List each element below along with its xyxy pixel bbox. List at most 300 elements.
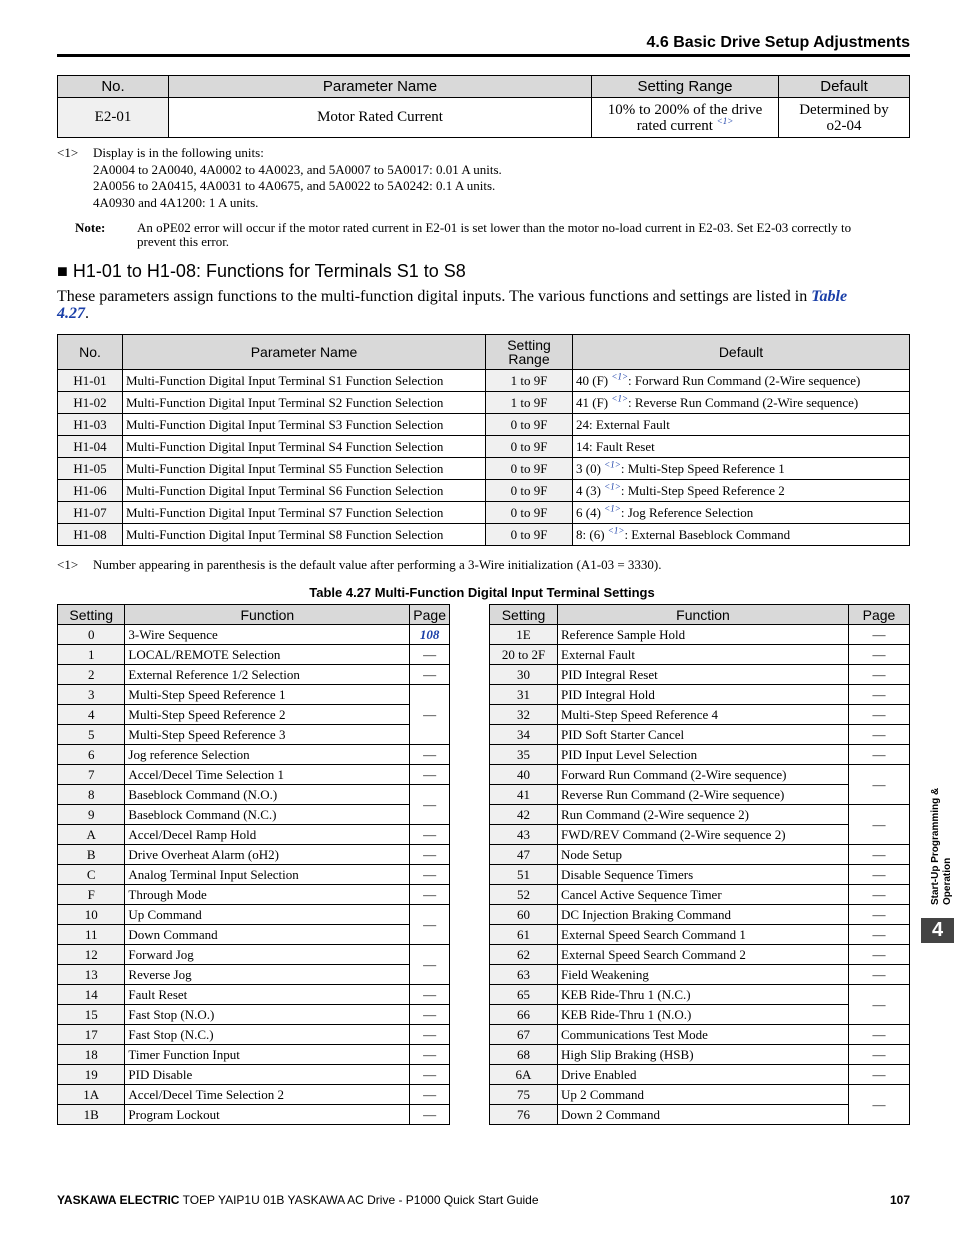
settings-row (58, 1065, 450, 1085)
settings-row (58, 925, 450, 945)
default-line2: o2-04 (826, 117, 862, 134)
settings-row (58, 705, 450, 725)
settings-row (58, 1025, 450, 1045)
param-no: H1-07 (58, 502, 123, 524)
page-ref: — (849, 945, 910, 965)
default-desc: : Forward Run Command (2-Wire sequence) (628, 372, 861, 388)
section-header: 4.6 Basic Drive Setup Adjustments (646, 34, 910, 51)
function-name: Drive Overheat Alarm (oH2) (125, 845, 410, 865)
setting-value: C (58, 865, 125, 885)
footnote-line: 4A0930 and 4A1200: 1 A units. (93, 195, 259, 210)
col-header-setting: Setting (58, 605, 125, 625)
h1-row (58, 524, 910, 546)
param-range: 1 to 9F (486, 370, 573, 392)
settings-row (490, 965, 910, 985)
page-ref: — (410, 685, 450, 745)
e2-parameter-table (57, 75, 910, 138)
side-label-line2: Operation (942, 857, 953, 905)
function-name: Analog Terminal Input Selection (125, 865, 410, 885)
setting-value: 34 (490, 725, 558, 745)
h1-row (58, 436, 910, 458)
function-name: PID Soft Starter Cancel (558, 725, 849, 745)
header-line1: Setting (507, 337, 551, 353)
setting-value: 20 to 2F (490, 645, 558, 665)
function-name: Fast Stop (N.O.) (125, 1005, 410, 1025)
settings-row (490, 765, 910, 785)
setting-value: 65 (490, 985, 558, 1005)
function-name: Multi-Step Speed Reference 2 (125, 705, 410, 725)
settings-row (58, 1105, 450, 1125)
param-default (573, 480, 910, 502)
page-ref: — (410, 1025, 450, 1045)
settings-row (490, 1025, 910, 1045)
setting-value: 63 (490, 965, 558, 985)
function-name: Reference Sample Hold (558, 625, 849, 645)
footnote-ref[interactable]: <1> (604, 503, 621, 514)
settings-row (490, 645, 910, 665)
setting-value: 40 (490, 765, 558, 785)
col-header-function: Function (125, 605, 410, 625)
note-text: prevent this error. (137, 234, 230, 249)
param-range: 0 to 9F (486, 502, 573, 524)
page-ref: — (849, 865, 910, 885)
function-name: 3-Wire Sequence (125, 625, 410, 645)
param-name: Multi-Function Digital Input Terminal S8 Function Selection (123, 524, 486, 546)
footnote-mark: <1> (57, 557, 79, 572)
h1-row (58, 480, 910, 502)
settings-row (58, 665, 450, 685)
default-desc: : Reverse Run Command (2-Wire sequence) (628, 394, 859, 410)
settings-row (58, 865, 450, 885)
settings-row (58, 1085, 450, 1105)
settings-row (490, 1005, 910, 1025)
range-line1: 10% to 200% of the drive (607, 101, 763, 118)
col-header-function: Function (558, 605, 849, 625)
param-no: H1-06 (58, 480, 123, 502)
settings-row (490, 705, 910, 725)
table-link[interactable]: Table (811, 288, 848, 305)
page-footer (57, 1193, 910, 1207)
settings-row (58, 905, 450, 925)
settings-row (58, 745, 450, 765)
param-range: 0 to 9F (486, 480, 573, 502)
settings-row (490, 785, 910, 805)
header-rule (57, 54, 910, 57)
setting-value: 6A (490, 1065, 558, 1085)
setting-value: 76 (490, 1105, 558, 1125)
settings-row (58, 1005, 450, 1025)
heading-text: H1-01 to H1-08: Functions for Terminals S1 to S8 (72, 261, 466, 281)
page-ref: — (849, 1025, 910, 1045)
function-name: Forward Run Command (2-Wire sequence) (558, 765, 849, 785)
page-ref: — (410, 905, 450, 945)
settings-row (58, 965, 450, 985)
settings-row (490, 925, 910, 945)
footnote-ref[interactable]: <1> (716, 115, 734, 126)
settings-row (490, 985, 910, 1005)
setting-value: 1E (490, 625, 558, 645)
settings-row (58, 945, 450, 965)
page-ref: — (849, 645, 910, 665)
col-header-page: Page (410, 605, 450, 625)
setting-value: 68 (490, 1045, 558, 1065)
default-value: 14: Fault Reset (576, 438, 655, 454)
settings-row (58, 785, 450, 805)
function-name: Cancel Active Sequence Timer (558, 885, 849, 905)
function-name: Multi-Step Speed Reference 1 (125, 685, 410, 705)
setting-value: 47 (490, 845, 558, 865)
function-name: PID Integral Reset (558, 665, 849, 685)
param-range: 1 to 9F (486, 392, 573, 414)
param-default (573, 370, 910, 392)
param-no: H1-01 (58, 370, 123, 392)
h1-row (58, 502, 910, 524)
h1-row (58, 414, 910, 436)
page-number: 107 (889, 1193, 910, 1207)
setting-value: 7 (58, 765, 125, 785)
param-default (573, 502, 910, 524)
setting-value: 11 (58, 925, 125, 945)
setting-value: 12 (58, 945, 125, 965)
default-value: 3 (0) (576, 460, 601, 476)
settings-row (490, 885, 910, 905)
page-ref: — (849, 625, 910, 645)
page-ref: — (849, 985, 910, 1025)
setting-value: 15 (58, 1005, 125, 1025)
col-header-no: No. (58, 76, 169, 98)
h1-row (58, 370, 910, 392)
function-name: Fast Stop (N.C.) (125, 1025, 410, 1045)
page-ref: — (410, 1065, 450, 1085)
function-name: Multi-Step Speed Reference 4 (558, 705, 849, 725)
function-name: Accel/Decel Ramp Hold (125, 825, 410, 845)
page-ref: — (849, 805, 910, 845)
function-name: Node Setup (558, 845, 849, 865)
page-ref: — (410, 885, 450, 905)
param-range: 0 to 9F (486, 524, 573, 546)
function-name: External Speed Search Command 1 (558, 925, 849, 945)
function-name: Fault Reset (125, 985, 410, 1005)
param-default (573, 392, 910, 414)
default-value: 40 (F) (576, 372, 609, 388)
footnote-ref[interactable]: <1> (607, 525, 625, 536)
setting-value: 75 (490, 1085, 558, 1105)
intro-paragraph (57, 288, 909, 322)
setting-value: 1 (58, 645, 125, 665)
function-name: Baseblock Command (N.C.) (125, 805, 410, 825)
chapter-side-label (930, 788, 954, 905)
function-name: Baseblock Command (N.O.) (125, 785, 410, 805)
footnote-ref[interactable]: <1> (611, 393, 629, 404)
function-name: Reverse Run Command (2-Wire sequence) (558, 785, 849, 805)
function-name: External Reference 1/2 Selection (125, 665, 410, 685)
settings-row (490, 825, 910, 845)
function-name: Up 2 Command (558, 1085, 849, 1105)
function-name: Accel/Decel Time Selection 1 (125, 765, 410, 785)
param-no: H1-02 (58, 392, 123, 414)
settings-row (58, 805, 450, 825)
function-name: Program Lockout (125, 1105, 410, 1125)
page-ref: — (849, 1045, 910, 1065)
settings-row (490, 945, 910, 965)
page-ref: — (410, 1045, 450, 1065)
page-ref: — (849, 965, 910, 985)
param-range: 0 to 9F (486, 458, 573, 480)
default-value: 4 (3) (576, 482, 601, 498)
h1-row (58, 458, 910, 480)
function-name: Through Mode (125, 885, 410, 905)
page-ref: — (849, 1085, 910, 1125)
setting-value: 51 (490, 865, 558, 885)
table-link[interactable]: 4.27 (57, 305, 85, 322)
param-name: Multi-Function Digital Input Terminal S7 Function Selection (123, 502, 486, 524)
setting-value: 30 (490, 665, 558, 685)
col-header-page: Page (849, 605, 910, 625)
param-no: H1-03 (58, 414, 123, 436)
bullet: ■ (57, 261, 68, 281)
settings-row (490, 1065, 910, 1085)
page-ref: — (410, 785, 450, 825)
footnote-text: Number appearing in parenthesis is the default value after performing a 3-Wire initialization (A1-03 = 3330). (93, 557, 662, 572)
page-ref: — (849, 1065, 910, 1085)
col-header-range (486, 335, 573, 370)
setting-value: 17 (58, 1025, 125, 1045)
settings-row (490, 725, 910, 745)
setting-value: 1A (58, 1085, 125, 1105)
col-header-name: Parameter Name (169, 76, 592, 98)
setting-value: 4 (58, 705, 125, 725)
page-ref: — (410, 1005, 450, 1025)
h1-row (58, 392, 910, 414)
param-no: H1-05 (58, 458, 123, 480)
col-header-setting: Setting (490, 605, 558, 625)
page-ref: — (410, 1105, 450, 1125)
setting-value: 60 (490, 905, 558, 925)
section-heading (57, 261, 466, 282)
setting-value: 13 (58, 965, 125, 985)
setting-value: 9 (58, 805, 125, 825)
setting-value: 1B (58, 1105, 125, 1125)
setting-value: 2 (58, 665, 125, 685)
settings-row (58, 885, 450, 905)
param-default (573, 458, 910, 480)
page-ref: — (849, 665, 910, 685)
function-name: Down 2 Command (558, 1105, 849, 1125)
function-name: LOCAL/REMOTE Selection (125, 645, 410, 665)
page-ref: — (849, 725, 910, 745)
settings-table-right (489, 604, 910, 1125)
param-range: 0 to 9F (486, 414, 573, 436)
function-name: Accel/Decel Time Selection 2 (125, 1085, 410, 1105)
param-default (779, 98, 910, 138)
function-name: Up Command (125, 905, 410, 925)
settings-row (490, 745, 910, 765)
default-value: 6 (4) (576, 504, 601, 520)
setting-value: 67 (490, 1025, 558, 1045)
function-name: External Fault (558, 645, 849, 665)
setting-value: 5 (58, 725, 125, 745)
page-ref: — (849, 685, 910, 705)
settings-row (58, 625, 450, 645)
footnote-line: 2A0004 to 2A0040, 4A0002 to 4A0023, and 5A0007 to 5A0017: 0.01 A units. (93, 162, 502, 177)
chapter-tab[interactable]: 4 (921, 918, 954, 943)
page-link[interactable]: 108 (410, 625, 450, 645)
page-ref: — (410, 825, 450, 845)
page-ref: — (410, 765, 450, 785)
param-default (573, 414, 910, 436)
settings-row (490, 905, 910, 925)
function-name: KEB Ride-Thru 1 (N.C.) (558, 985, 849, 1005)
function-name: Disable Sequence Timers (558, 865, 849, 885)
function-name: KEB Ride-Thru 1 (N.O.) (558, 1005, 849, 1025)
param-default (573, 524, 910, 546)
setting-value: B (58, 845, 125, 865)
footnote-ref[interactable]: <1> (604, 459, 621, 470)
page-ref: — (849, 885, 910, 905)
function-name: DC Injection Braking Command (558, 905, 849, 925)
note-text: An oPE02 error will occur if the motor rated current in E2-01 is set lower than the motor no-load current in E2-03. Set E2-03 correctly to (137, 220, 852, 235)
footnote-line: 2A0056 to 2A0415, 4A0031 to 4A0675, and 5A0022 to 5A0242: 0.1 A units. (93, 178, 496, 193)
footer-doc: TOEP YAIP1U 01B YASKAWA AC Drive - P1000 Quick Start Guide (182, 1193, 539, 1207)
side-label-line1: Start-Up Programming & (930, 787, 941, 905)
param-range (592, 98, 779, 138)
param-name: Multi-Function Digital Input Terminal S2 Function Selection (123, 392, 486, 414)
param-name: Multi-Function Digital Input Terminal S5 Function Selection (123, 458, 486, 480)
setting-value: 10 (58, 905, 125, 925)
setting-value: 8 (58, 785, 125, 805)
settings-row (58, 725, 450, 745)
function-name: Communications Test Mode (558, 1025, 849, 1045)
col-header-default: Default (573, 335, 910, 370)
settings-row (490, 805, 910, 825)
settings-row (490, 625, 910, 645)
setting-value: 0 (58, 625, 125, 645)
setting-value: 43 (490, 825, 558, 845)
settings-row (490, 1105, 910, 1125)
setting-value: 66 (490, 1005, 558, 1025)
settings-row (490, 845, 910, 865)
settings-row (490, 665, 910, 685)
page-ref: — (849, 925, 910, 945)
para-text: These parameters assign functions to the multi-function digital inputs. The various functions and settings are listed in (57, 288, 808, 305)
function-name: Jog reference Selection (125, 745, 410, 765)
function-name: Timer Function Input (125, 1045, 410, 1065)
settings-row (490, 1085, 910, 1105)
setting-value: A (58, 825, 125, 845)
setting-value: 31 (490, 685, 558, 705)
function-name: FWD/REV Command (2-Wire sequence 2) (558, 825, 849, 845)
function-name: Field Weakening (558, 965, 849, 985)
setting-value: 35 (490, 745, 558, 765)
param-name: Multi-Function Digital Input Terminal S3 Function Selection (123, 414, 486, 436)
param-name: Multi-Function Digital Input Terminal S1 Function Selection (123, 370, 486, 392)
page-ref: — (410, 865, 450, 885)
default-line1: Determined by (799, 101, 889, 118)
page-ref: — (410, 645, 450, 665)
setting-value: 3 (58, 685, 125, 705)
setting-value: 18 (58, 1045, 125, 1065)
settings-row (58, 645, 450, 665)
setting-value: 61 (490, 925, 558, 945)
setting-value: F (58, 885, 125, 905)
function-name: External Speed Search Command 2 (558, 945, 849, 965)
note-label: Note: (75, 220, 106, 235)
footnote-ref[interactable]: <1> (611, 371, 629, 382)
function-name: Down Command (125, 925, 410, 945)
setting-value: 62 (490, 945, 558, 965)
param-no: E2-01 (58, 98, 169, 138)
page-ref: — (849, 765, 910, 805)
settings-row (58, 1045, 450, 1065)
para-end: . (85, 305, 89, 322)
setting-value: 41 (490, 785, 558, 805)
settings-table-left (57, 604, 450, 1125)
page-ref: — (410, 845, 450, 865)
col-header-name: Parameter Name (123, 335, 486, 370)
range-line2: rated current (636, 117, 713, 134)
setting-value: 6 (58, 745, 125, 765)
table-caption: Table 4.27 Multi-Function Digital Input Terminal Settings (309, 585, 655, 600)
setting-value: 32 (490, 705, 558, 725)
param-no: H1-08 (58, 524, 123, 546)
default-value: 8: (6) (576, 526, 605, 542)
function-name: Drive Enabled (558, 1065, 849, 1085)
param-range: 0 to 9F (486, 436, 573, 458)
function-name: Forward Jog (125, 945, 410, 965)
function-name: PID Integral Hold (558, 685, 849, 705)
function-name: High Slip Braking (HSB) (558, 1045, 849, 1065)
param-name: Multi-Function Digital Input Terminal S4 Function Selection (123, 436, 486, 458)
setting-value: 14 (58, 985, 125, 1005)
default-desc: : Multi-Step Speed Reference 2 (620, 482, 785, 498)
function-name: Run Command (2-Wire sequence 2) (558, 805, 849, 825)
param-no: H1-04 (58, 436, 123, 458)
param-name: Multi-Function Digital Input Terminal S6 Function Selection (123, 480, 486, 502)
default-desc: : Multi-Step Speed Reference 1 (620, 460, 785, 476)
param-name: Motor Rated Current (169, 98, 592, 138)
settings-row (58, 845, 450, 865)
header-line2: Range (508, 351, 550, 367)
default-desc: : External Baseblock Command (624, 526, 791, 542)
settings-row (490, 865, 910, 885)
function-name: PID Disable (125, 1065, 410, 1085)
h1-parameter-table (57, 334, 910, 546)
setting-value: 52 (490, 885, 558, 905)
default-value: 41 (F) (576, 394, 609, 410)
footer-brand: YASKAWA ELECTRIC (57, 1193, 180, 1207)
page-ref: — (849, 705, 910, 725)
page-ref: — (849, 905, 910, 925)
footnote-ref[interactable]: <1> (604, 481, 621, 492)
function-name: Multi-Step Speed Reference 3 (125, 725, 410, 745)
col-header-no: No. (58, 335, 123, 370)
settings-row (490, 685, 910, 705)
param-default (573, 436, 910, 458)
settings-row (58, 685, 450, 705)
settings-row (58, 765, 450, 785)
page-ref: — (410, 985, 450, 1005)
function-name: PID Input Level Selection (558, 745, 849, 765)
settings-row (490, 1045, 910, 1065)
settings-row (58, 825, 450, 845)
col-header-range: Setting Range (592, 76, 779, 98)
footnote-mark: <1> (57, 145, 79, 160)
page-ref: — (849, 745, 910, 765)
setting-value: 42 (490, 805, 558, 825)
setting-value: 19 (58, 1065, 125, 1085)
page-ref: — (410, 665, 450, 685)
page-ref: — (410, 745, 450, 765)
